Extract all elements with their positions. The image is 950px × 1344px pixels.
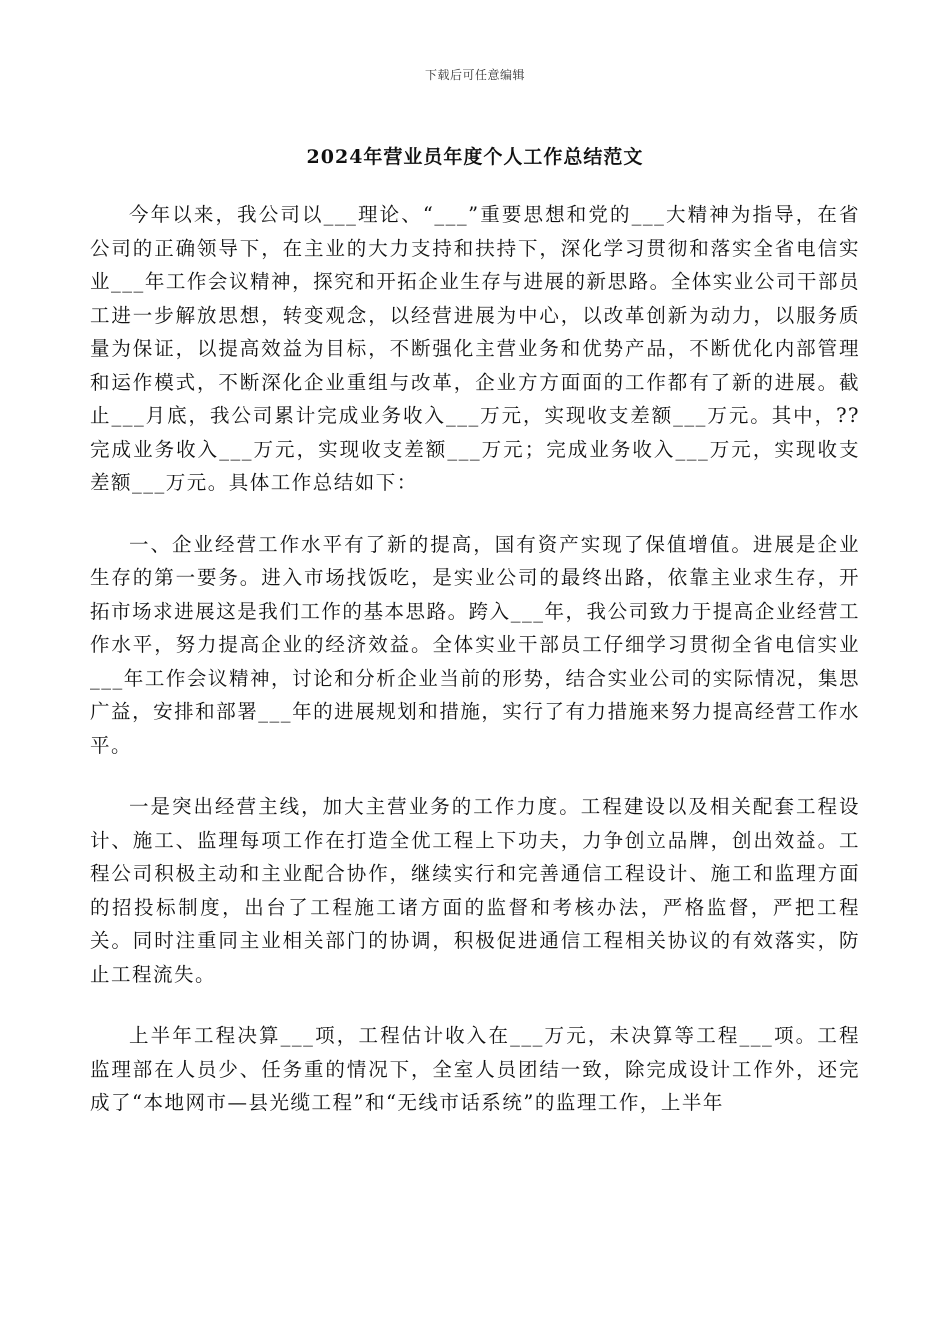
document-body bbox=[90, 198, 860, 1148]
document-title: 2024年营业员年度个人工作总结范文 bbox=[306, 146, 644, 168]
paragraph: 今年以来，我公司以___理论、“___”重要思想和党的___大精神为指导，在省公司的正确领导下，在主业的大力支持和扶持下，深化学习贯彻和落实全省电信实业___年工作会议精神，探究和开拓企业生存与进展的新思路。全体实业公司干部员工进一步解放思想，转变观念，以经营进展为中心，以改革创新为动力，以服务质量为保证，以提高效益为目标，不断强化主营业务和优势产品，不断优化内部管理和运作模式，不断深化企业重组与改革，企业方方面面的工作都有了新的进展。截止___月底，我公司累计完成业务收入___万元，实现收支差额___万元。其中，??完成业务收入___万元，实现收支差额___万元；完成业务收入___万元，实现收支差额___万元。具体工作总结如下： bbox=[90, 203, 860, 494]
paragraph: 一、企业经营工作水平有了新的提高，国有资产实现了保值增值。进展是企业生存的第一要务。进入市场找饭吃，是实业公司的最终出路，依靠主业求生存，开拓市场求进展这是我们工作的基本思路。跨入___年，我公司致力于提高企业经营工作水平，努力提高企业的经济效益。全体实业干部员工仔细学习贯彻全省电信实业___年工作会议精神，讨论和分析企业当前的形势，结合实业公司的实际情况，集思广益，安排和部署___年的进展规划和措施，实行了有力措施来努力提高经营工作水平。 bbox=[90, 532, 860, 757]
paragraph: 一是突出经营主线，加大主营业务的工作力度。工程建设以及相关配套工程设计、施工、监理每项工作在打造全优工程上下功夫，力争创立品牌，创出效益。工程公司积极主动和主业配合协作，继续实行和完善通信工程设计、施工和监理方面的招投标制度，出台了工程施工诸方面的监督和考核办法，严格监督，严把工程关。同时注重同主业相关部门的协调，积极促进通信工程相关协议的有效落实，防止工程流失。 bbox=[90, 795, 860, 986]
header-note: 下载后可任意编辑 bbox=[424, 68, 525, 82]
paragraph: 上半年工程决算___项，工程估计收入在___万元，未决算等工程___项。工程监理部在人员少、任务重的情况下，全室人员团结一致，除完成设计工作外，还完成了“本地网市—县光缆工程”和“无线市话系统”的监理工作，上半年 bbox=[90, 1024, 860, 1114]
